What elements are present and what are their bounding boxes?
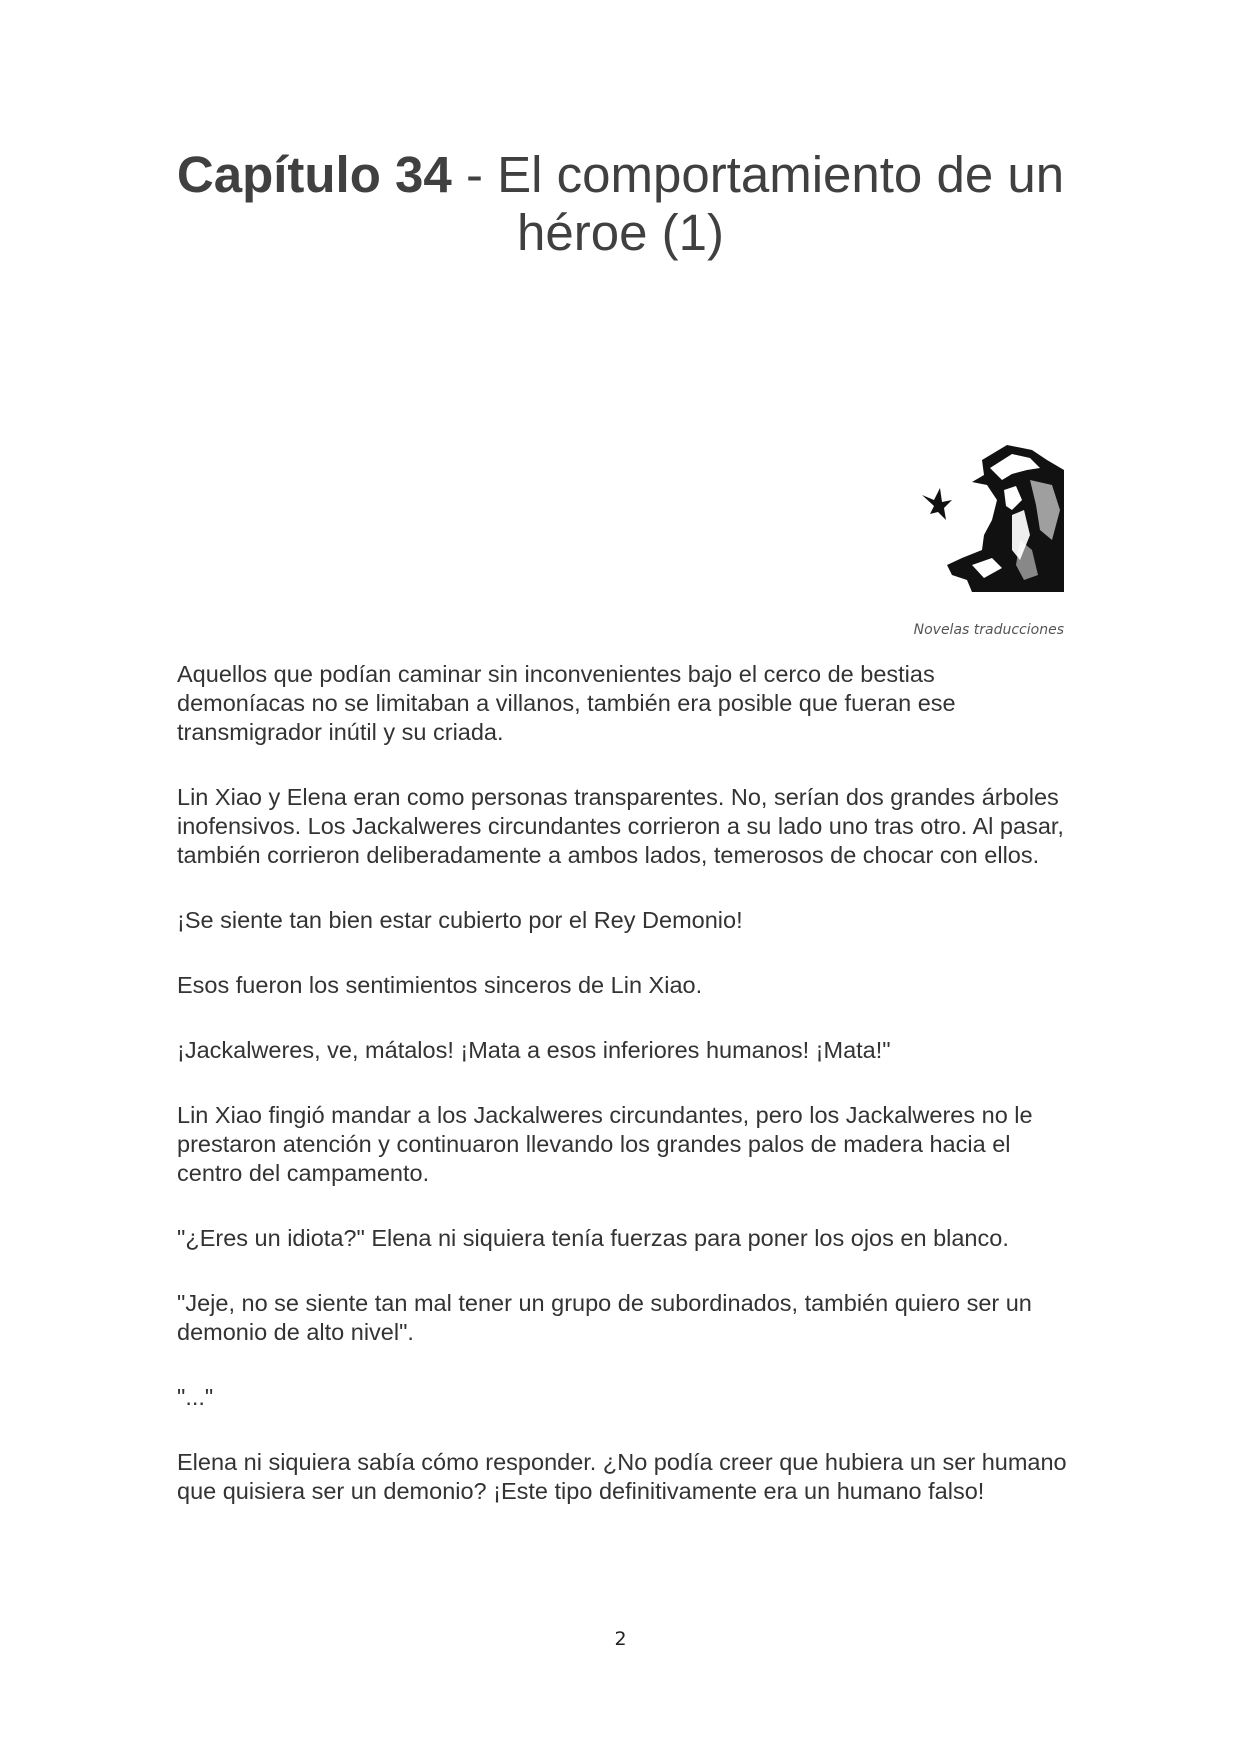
paragraph: Aquellos que podían caminar sin inconvenientes bajo el cerco de bestias demoníacas no se limitaban a villanos, también era posible que fueran ese transmigrador inútil y su criada. bbox=[177, 661, 956, 745]
paragraph: ¡Jackalweres, ve, mátalos! ¡Mata a esos inferiores humanos! ¡Mata!" bbox=[177, 1037, 891, 1063]
chapter-number: Capítulo 34 bbox=[176, 146, 452, 203]
paragraph: "¿Eres un idiota?" Elena ni siquiera tenía fuerzas para poner los ojos en blanco. bbox=[177, 1225, 1009, 1251]
chapter-name: - El comportamiento de un héroe (1) bbox=[451, 146, 1065, 261]
paragraph: Lin Xiao y Elena eran como personas transparentes. No, serían dos grandes árboles inofensivos. Los Jackalweres circundantes corrieron a su lado uno tras otro. Al pasar, también corrieron deliberadamente a ambos lados, temerosos de chocar con ellos. bbox=[177, 784, 1064, 868]
chapter-body bbox=[177, 660, 1067, 1542]
paragraph: Esos fueron los sentimientos sinceros de Lin Xiao. bbox=[177, 972, 703, 998]
paragraph: "Jeje, no se siente tan mal tener un grupo de subordinados, también quiero ser un demonio de alto nivel". bbox=[177, 1290, 1032, 1345]
hooded-figure-with-bird-illustration bbox=[912, 440, 1064, 592]
paragraph: ¡Se siente tan bien estar cubierto por el Rey Demonio! bbox=[177, 907, 743, 933]
image-caption: Novelas traducciones bbox=[913, 622, 1064, 638]
page-number: 2 bbox=[614, 1628, 627, 1650]
paragraph: Elena ni siquiera sabía cómo responder. ¿No podía creer que hubiera un ser humano que quisiera ser un demonio? ¡Este tipo definitivamente era un humano falso! bbox=[177, 1449, 1067, 1504]
paragraph: "..." bbox=[177, 1384, 214, 1410]
paragraph: Lin Xiao fingió mandar a los Jackalweres circundantes, pero los Jackalweres no le prestaron atención y continuaron llevando los grandes palos de madera hacia el centro del campamento. bbox=[177, 1102, 1033, 1186]
chapter-title bbox=[150, 146, 1091, 262]
